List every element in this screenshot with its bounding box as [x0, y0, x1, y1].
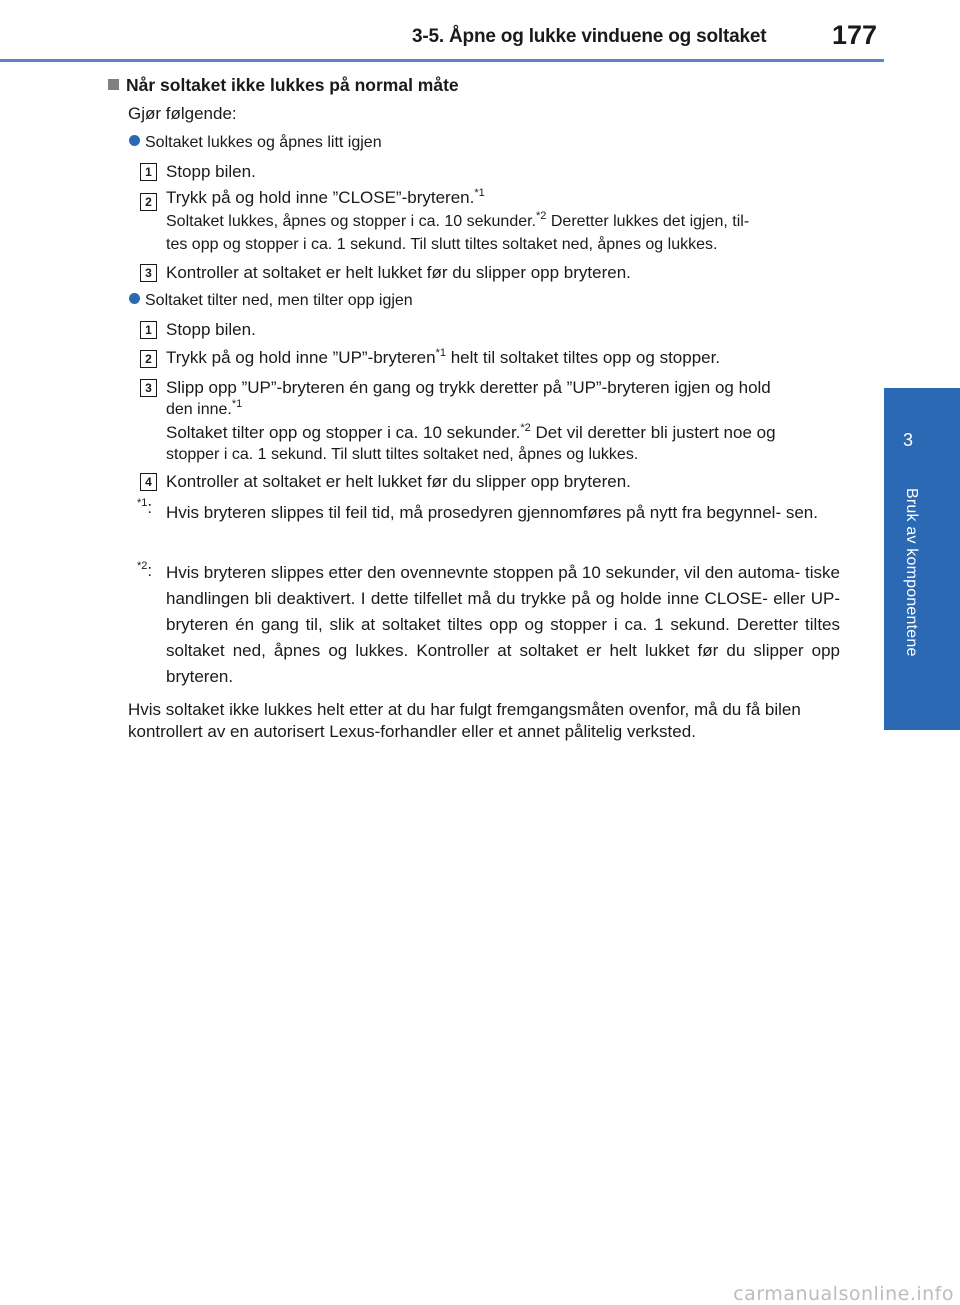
header-title: 3-5. Åpne og lukke vinduene og soltaket	[412, 26, 767, 47]
step-detail: den inne.$^{*1}$	[166, 398, 243, 418]
chapter-number: 3	[902, 430, 913, 450]
watermark-logo: carmanualsonline.info	[733, 1283, 954, 1305]
heading-square-icon	[108, 79, 119, 90]
step-text: Kontroller at soltaket er helt lukket før du slipper opp bryteren.	[166, 263, 631, 282]
closing-paragraph: Hvis soltaket ikke lukkes helt etter at du har fulgt fremgangsmåten ovenfor, må du få bilen	[128, 700, 801, 719]
footnote-mark: $^{*2}$:	[137, 560, 153, 580]
step-number-box: 2	[140, 350, 157, 368]
step-text: Slipp opp ”UP”-bryteren én gang og trykk deretter på ”UP”-bryteren igjen og hold	[166, 378, 771, 397]
step-text: Stopp bilen.	[166, 162, 256, 181]
step-detail: Soltaket tilter opp og stopper i ca. 10 sekunder.$^{*2}$ Det vil deretter bli justert noe og	[166, 422, 776, 442]
section-heading: Når soltaket ikke lukkes på normal måte	[108, 74, 459, 96]
footnote-text: Hvis bryteren slippes etter den ovennevnte stoppen på 10 sekunder, vil den automa- tiske handlingen bli deaktivert. I dette tilfellet må du trykke på og holde inne CLOSE- eller UP-bryteren én gang til, slik at soltaket tiltes opp og stopper i ca. 1 sekund. Deretter tiltes soltaket ned, åpnes og lukkes. Kontroller at soltaket er helt lukket før du slipper opp bryteren.	[166, 563, 840, 686]
step-number-box: 3	[140, 264, 157, 282]
closing-paragraph: kontrollert av en autorisert Lexus-forhandler eller et annet pålitelig verksted.	[128, 722, 696, 741]
step-number-box: 4	[140, 473, 157, 491]
step-detail: Soltaket lukkes, åpnes og stopper i ca. 10 sekunder.$^{*2}$ Deretter lukkes det igjen, til-	[166, 210, 750, 230]
case2-title: Soltaket tilter ned, men tilter opp igjen	[129, 290, 413, 312]
step-detail: tes opp og stopper i ca. 1 sekund. Til slutt tiltes soltaket ned, åpnes og lukkes.	[166, 236, 718, 253]
footnote-mark: $^{*1}$:	[137, 497, 153, 517]
step-number-box: 1	[140, 163, 157, 181]
step-text: Trykk på og hold inne ”CLOSE”-bryteren.$^{*1}$	[166, 187, 485, 207]
case1-title: Soltaket lukkes og åpnes litt igjen	[129, 132, 382, 154]
step-text: Kontroller at soltaket er helt lukket før du slipper opp bryteren.	[166, 472, 631, 491]
step-number-box: 2	[140, 193, 157, 211]
chapter-label: Bruk av komponentene	[903, 488, 920, 657]
step-number-box: 1	[140, 321, 157, 339]
step-text: Trykk på og hold inne ”UP”-bryteren$^{*1}$ helt til soltaket tiltes opp og stopper.	[166, 347, 721, 367]
bullet-icon	[129, 293, 140, 304]
footnote-text: Hvis bryteren slippes til feil tid, må prosedyren gjennomføres på nytt fra begynnel- sen.	[166, 503, 818, 522]
page-number: 177	[832, 20, 878, 50]
intro-text: Gjør følgende:	[128, 104, 237, 123]
bullet-icon	[129, 135, 140, 146]
step-text: Stopp bilen.	[166, 320, 256, 339]
step-detail: stopper i ca. 1 sekund. Til slutt tiltes soltaket ned, åpnes og lukkes.	[166, 446, 639, 463]
step-number-box: 3	[140, 379, 157, 397]
chapter-side-tab[interactable]	[884, 388, 960, 730]
